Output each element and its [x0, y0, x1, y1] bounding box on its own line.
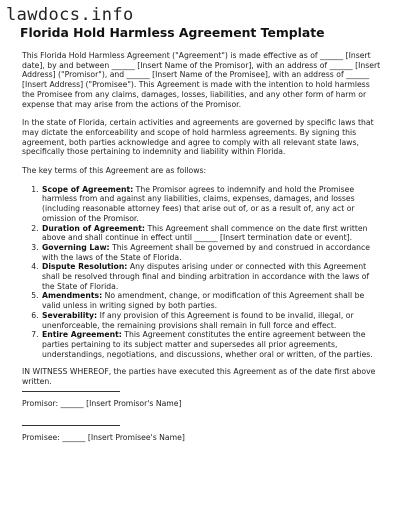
term-item — [41, 243, 384, 262]
promisee-signature-label: Promisee: ______ [Insert Promisee's Name] — [22, 433, 185, 442]
intro-paragraph: This Florida Hold Harmless Agreement ("Agreement") is made effective as of ______ [Insert date], by and between ______ [Insert Name of the Promisor], with an address of ______ [Insert Address] ("Promisor"), and ______ [Insert Name of the Promisee], with an address of ______ [Insert Address] ("Promisee"). This Agreement is made with the intention to hold harmless the Promisee from any claims, damages, losses, liabilities, and any other form of harm or expense that may arise from the actions of the Promisor. — [22, 51, 381, 109]
term-text: This Agreement shall be governed by and construed in accordance with the laws of the State of Florida. — [42, 242, 370, 262]
term-item — [41, 330, 384, 359]
term-text: This Agreement constitutes the entire agreement between the parties pertaining to its subject matter and supersedes all prior agreements, understandings, negotiations, and discussions, whether oral or written, of the parties. — [42, 330, 373, 359]
promisor-signature-line — [22, 391, 120, 392]
term-text: Any disputes arising under or connected with this Agreement shall be resolved through final and binding arbitration in accordance with the laws of the State of Florida. — [42, 262, 370, 291]
term-heading: Duration of Agreement: — [42, 223, 145, 233]
document-body — [22, 51, 384, 396]
term-heading: Entire Agreement: — [42, 330, 122, 340]
term-text: If any provision of this Agreement is found to be invalid, illegal, or unenforceable, the remaining provisions shall remain in full force and effect. — [42, 310, 354, 330]
key-terms-intro: The key terms of this Agreement are as follows: — [22, 166, 207, 176]
term-item — [41, 262, 384, 291]
term-heading: Dispute Resolution: — [42, 262, 128, 272]
term-item — [41, 291, 384, 310]
key-terms-list — [22, 185, 384, 360]
term-text: This Agreement shall commence on the date first written above and shall continue in effect until ______ [Insert termination date or event]. — [42, 223, 368, 243]
term-heading: Governing Law: — [42, 242, 110, 252]
term-heading: Amendments: — [42, 291, 103, 301]
promisor-signature-label: Promisor: ______ [Insert Promisor's Name] — [22, 399, 182, 408]
site-logo[interactable]: lawdocs.info — [6, 5, 134, 25]
document-title: Florida Hold Harmless Agreement Template — [20, 25, 325, 40]
term-heading: Scope of Agreement: — [42, 184, 134, 194]
term-text: The Promisor agrees to indemnify and hold the Promisee harmless from and against any liabilities, claims, expenses, damages, and losses (including reasonable attorney fees) that arise out of, or as a result of, any act or omission of the Promisor. — [42, 184, 355, 223]
term-item — [41, 224, 384, 243]
witness-paragraph: IN WITNESS WHEREOF, the parties have executed this Agreement as of the date first above written. — [22, 367, 376, 387]
term-text: No amendment, change, or modification of this Agreement shall be valid unless in writing signed by both parties. — [42, 291, 365, 311]
state-law-paragraph: In the state of Florida, certain activities and agreements are governed by specific laws that may dictate the enforceability and scope of hold harmless agreements. By signing this agreement, both parties acknowledge and agree to comply with all relevant state laws, specifically those pertaining to indemnity and liability within Florida. — [22, 118, 374, 157]
term-item — [41, 311, 384, 330]
term-heading: Severability: — [42, 310, 98, 320]
promisee-signature-line — [22, 425, 120, 426]
term-item — [41, 185, 384, 224]
